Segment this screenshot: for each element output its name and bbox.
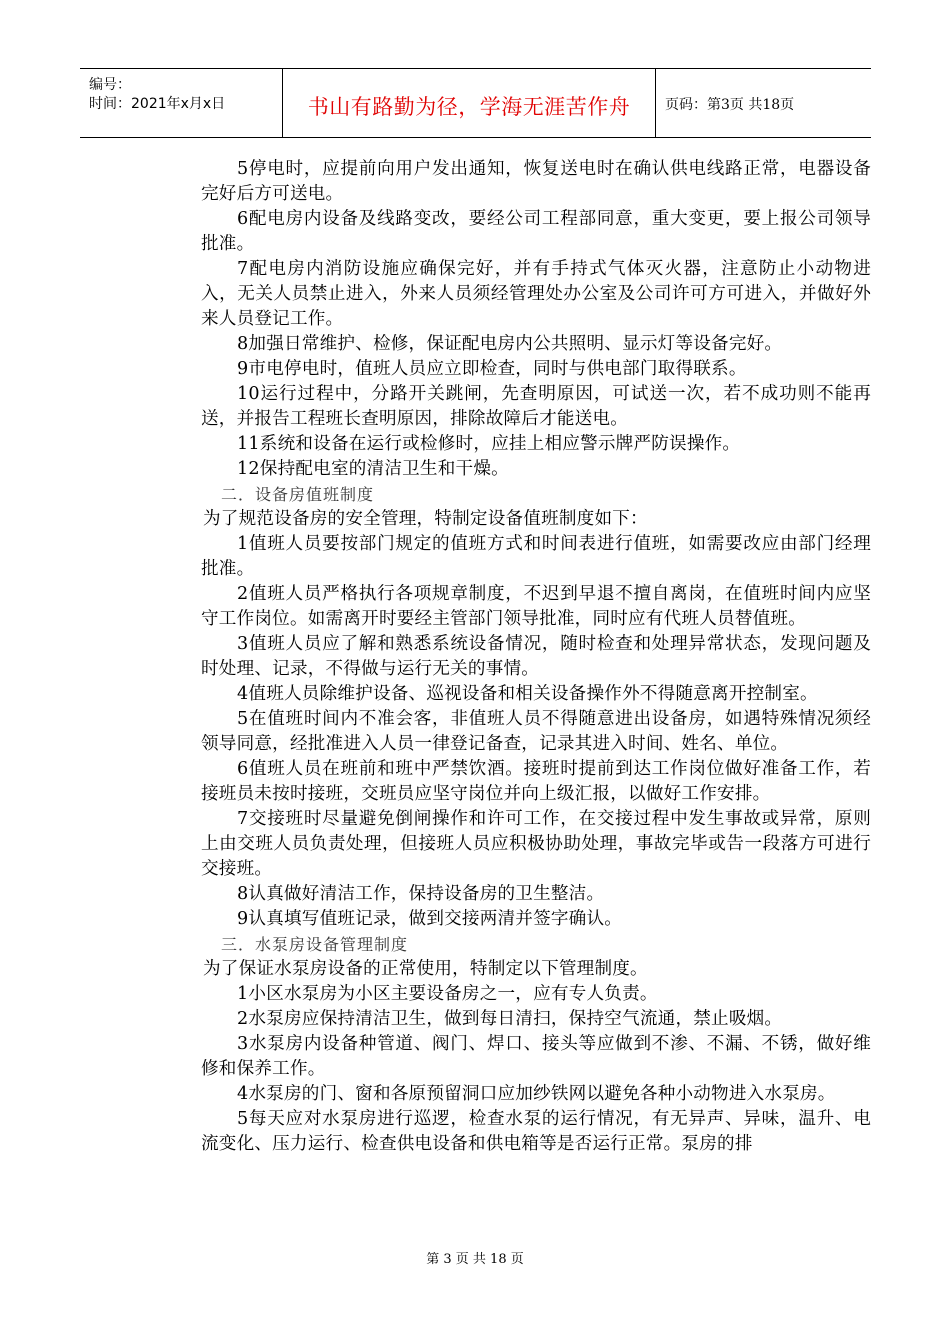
section-heading: 二．设备房值班制度 — [221, 485, 375, 504]
paragraph: 1值班人员要按部门规定的值班方式和时间表进行值班，如需要改应由部门经理批准。 — [201, 534, 871, 579]
paragraph: 9市电停电时，值班人员应立即检查，同时与供电部门取得联系。 — [237, 359, 747, 379]
paragraph: 2值班人员严格执行各项规章制度，不迟到早退不擅自离岗，在值班时间内应坚守工作岗位。如需离开时要经主管部门领导批准，同时应有代班人员替值班。 — [201, 584, 871, 629]
motto: 书山有路勤为径，学海无涯苦作舟 — [307, 95, 631, 119]
paragraph: 5在值班时间内不准会客，非值班人员不得随意进出设备房，如遇特殊情况须经领导同意，经批准进入人员一律登记备查，记录其进入时间、姓名、单位。 — [201, 709, 871, 754]
paragraph: 10运行过程中，分路开关跳闸，先查明原因，可试送一次，若不成功则不能再送，并报告工程班长查明原因，排除故障后才能送电。 — [201, 384, 871, 429]
page-info: 页码：第3页 共18页 — [665, 97, 795, 113]
section-intro: 为了规范设备房的安全管理，特制定设备值班制度如下： — [203, 509, 648, 529]
paragraph: 9认真填写值班记录，做到交接两清并签字确认。 — [237, 909, 623, 929]
paragraph: 8加强日常维护、检修，保证配电房内公共照明、显示灯等设备完好。 — [237, 334, 783, 354]
paragraph: 5停电时，应提前向用户发出通知，恢复送电时在确认供电线路正常，电器设备完好后方可送电。 — [201, 159, 871, 204]
paragraph: 4水泵房的门、窗和各原预留洞口应加纱铁网以避免各种小动物进入水泵房。 — [237, 1084, 836, 1104]
paragraph: 6配电房内设备及线路变改，要经公司工程部同意，重大变更，要上报公司领导批准。 — [201, 209, 871, 254]
paragraph: 6值班人员在班前和班中严禁饮酒。接班时提前到达工作岗位做好准备工作，若接班员未按时接班，交班员应坚守岗位并向上级汇报，以做好工作安排。 — [201, 759, 871, 804]
section-heading: 三．水泵房设备管理制度 — [221, 935, 409, 954]
section-intro: 为了保证水泵房设备的正常使用，特制定以下管理制度。 — [203, 959, 648, 979]
paragraph: 7配电房内消防设施应确保完好，并有手持式气体灭火器，注意防止小动物进入，无关人员禁止进入，外来人员须经管理处办公室及公司许可方可进入，并做好外来人员登记工作。 — [201, 259, 871, 329]
paragraph: 11系统和设备在运行或检修时，应挂上相应警示牌严防误操作。 — [237, 434, 741, 454]
paragraph: 3水泵房内设备种管道、阀门、焊口、接头等应做到不渗、不漏、不锈，做好维修和保养工作。 — [201, 1034, 871, 1079]
paragraph: 8认真做好清洁工作，保持设备房的卫生整洁。 — [237, 884, 605, 904]
page-footer: 第 3 页 共 18 页 — [426, 1252, 524, 1267]
paragraph: 2水泵房应保持清洁卫生，做到每日清扫，保持空气流通，禁止吸烟。 — [237, 1009, 783, 1029]
header-info-cell — [80, 69, 282, 137]
number-label: 编号： — [89, 77, 131, 93]
paragraph: 7交接班时尽量避免倒闸操作和许可工作，在交接过程中发生事故或异常，原则上由交班人员负责处理，但接班人员应积极协助处理，事故完毕或告一段落方可进行交接班。 — [201, 809, 871, 879]
paragraph: 3值班人员应了解和熟悉系统设备情况，随时检查和处理异常状态，发现问题及时处理、记录，不得做与运行无关的事情。 — [201, 634, 871, 679]
header-motto-cell — [282, 69, 656, 137]
paragraph: 12保持配电室的清洁卫生和干燥。 — [237, 459, 509, 479]
date-label: 时间：2021年x月x日 — [89, 96, 226, 112]
header-table — [80, 68, 871, 138]
paragraph: 1小区水泵房为小区主要设备房之一，应有专人负责。 — [237, 984, 658, 1004]
paragraph: 4值班人员除维护设备、巡视设备和相关设备操作外不得随意离开控制室。 — [237, 684, 818, 704]
document-body — [201, 157, 871, 1157]
paragraph: 5每天应对水泵房进行巡逻，检查水泵的运行情况，有无异声、异味，温升、电流变化、压力运行、检查供电设备和供电箱等是否运行正常。泵房的排 — [201, 1109, 871, 1154]
header-page-cell — [655, 69, 871, 137]
